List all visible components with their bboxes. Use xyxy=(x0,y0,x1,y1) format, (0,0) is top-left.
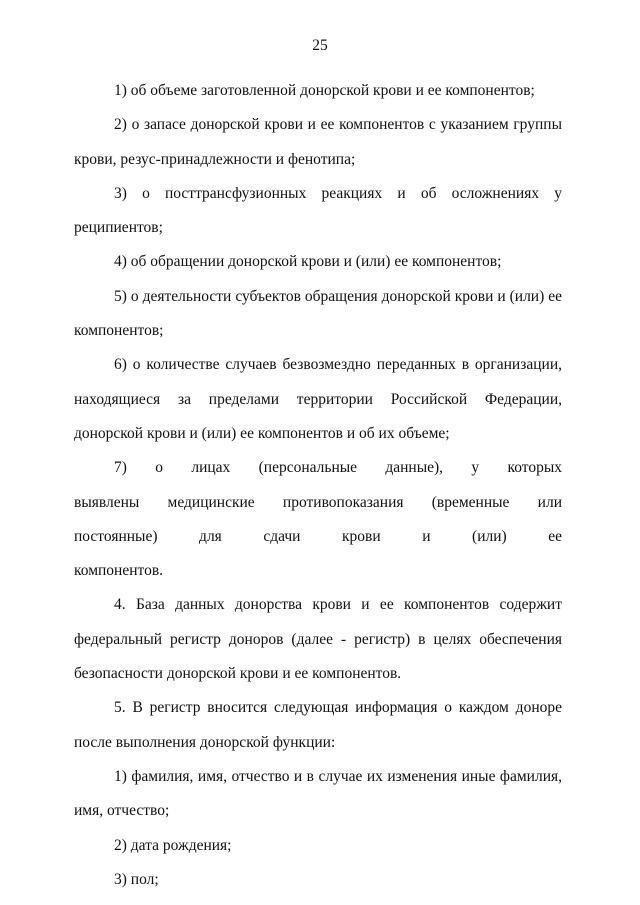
paragraph-item-7-contraindications: 7) о лицах (персональные данные), у которых выявлены медицинские противопоказания (временные или постоянные) для сдачи крови и (или) ее компонентов. xyxy=(74,459,562,580)
paragraph-clause-4-database: 4. База данных донорства крови и ее компонентов содержит федеральный регистр доноров (далее - регистр) в целях обеспечения безопасности донорской крови и ее компонентов. xyxy=(74,596,562,683)
paragraph-item-4-circulation: 4) об обращении донорской крови и (или) ее компонентов; xyxy=(114,253,502,271)
paragraph-clause-5-register: 5. В регистр вносится следующая информация о каждом доноре после выполнения донорской функции: xyxy=(74,699,562,751)
page-number: 25 xyxy=(312,37,328,54)
document-body xyxy=(74,74,562,897)
paragraph-register-item-2-birthdate: 2) дата рождения; xyxy=(114,836,232,854)
paragraph-register-item-1-name: 1) фамилия, имя, отчество и в случае их изменения иные фамилия, имя, отчество; xyxy=(74,767,562,820)
paragraph-item-6-transfers: 6) о количестве случаев безвозмездно переданных в организации, находящиеся за пределами территории Российской Федерации, донорской крови и (или) ее компонентов и об их объеме; xyxy=(74,356,562,442)
paragraph-item-2-stock: 2) о запасе донорской крови и ее компонентов с указанием группы крови, резус-принадлежности и фенотипа; xyxy=(74,116,562,168)
paragraph-item-1-volume: 1) об объеме заготовленной донорской крови и ее компонентов; xyxy=(114,82,535,99)
paragraph-item-3-reactions: 3) о посттрансфузионных реакциях и об осложнениях у реципиентов; xyxy=(74,184,562,237)
paragraph-register-item-3-sex: 3) пол; xyxy=(114,870,159,888)
paragraph-item-5-subjects: 5) о деятельности субъектов обращения донорской крови и (или) ее компонентов; xyxy=(74,287,562,340)
